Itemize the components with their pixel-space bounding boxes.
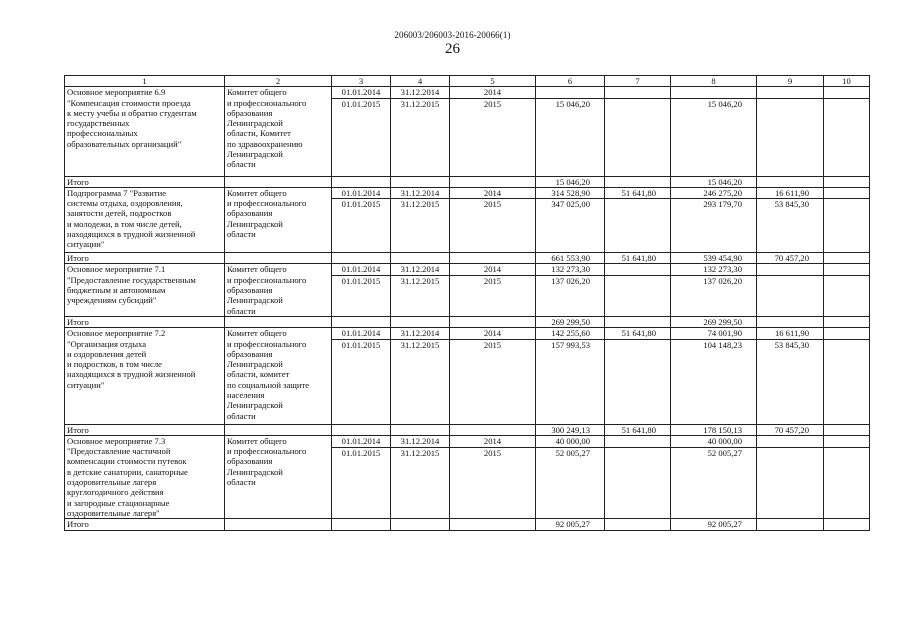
amount-cell: 142 255,60 (536, 328, 605, 339)
total-amount-cell: 51 641,80 (605, 253, 671, 264)
total-amount-cell (757, 316, 824, 327)
amount-cell (536, 87, 605, 98)
total-amount-cell (824, 424, 870, 435)
measure-description: Основное мероприятие 7.3 "Предоставление частичной компенсации стоимости путевок в детские санатории, санаторные оздоровительные лагеря круглогодичного действия и загородные стационарные оздоровительные лагеря" (65, 435, 225, 518)
empty-cell (450, 424, 536, 435)
total-amount-cell (824, 519, 870, 530)
start-date-cell: 01.01.2014 (332, 264, 391, 276)
amount-cell (757, 448, 824, 519)
amount-cell: 314 528,90 (536, 187, 605, 198)
empty-cell (332, 176, 391, 187)
empty-cell (225, 519, 332, 530)
total-amount-cell: 269 299,50 (536, 316, 605, 327)
total-amount-cell: 15 046,20 (671, 176, 757, 187)
measure-description: Основное мероприятие 7.2 "Организация отдыха и оздоровления детей и подростков, в том числе находящихся в трудной жизненной ситуации" (65, 328, 225, 424)
amount-cell (824, 199, 870, 253)
empty-cell (391, 316, 450, 327)
start-date-cell: 01.01.2014 (332, 328, 391, 339)
amount-cell: 16 611,90 (757, 328, 824, 339)
column-header: 6 (536, 76, 605, 87)
amount-cell (605, 339, 671, 424)
amount-cell (824, 328, 870, 339)
amount-cell (757, 98, 824, 176)
column-header: 10 (824, 76, 870, 87)
total-amount-cell (824, 176, 870, 187)
executor-cell: Комитет общего и профессионального образования Ленинградской области (225, 264, 332, 316)
amount-cell (757, 435, 824, 447)
amount-cell: 53 845,30 (757, 339, 824, 424)
year-cell: 2015 (450, 199, 536, 253)
amount-cell: 137 026,20 (671, 276, 757, 317)
end-date-cell: 31.12.2014 (391, 264, 450, 276)
amount-cell (605, 87, 671, 98)
total-amount-cell: 539 454,90 (671, 253, 757, 264)
budget-table (64, 75, 870, 531)
empty-cell (391, 519, 450, 530)
table-row (65, 435, 870, 447)
table-body (65, 87, 870, 530)
total-label: Итого (65, 316, 225, 327)
amount-cell: 16 611,90 (757, 187, 824, 198)
amount-cell (605, 448, 671, 519)
amount-cell (671, 87, 757, 98)
table-row (65, 328, 870, 339)
empty-cell (391, 253, 450, 264)
amount-cell: 132 273,30 (671, 264, 757, 276)
start-date-cell: 01.01.2015 (332, 98, 391, 176)
column-header: 8 (671, 76, 757, 87)
amount-cell (605, 199, 671, 253)
end-date-cell: 31.12.2014 (391, 328, 450, 339)
amount-cell: 52 005,27 (671, 448, 757, 519)
total-amount-cell (605, 519, 671, 530)
end-date-cell: 31.12.2014 (391, 187, 450, 198)
amount-cell (824, 87, 870, 98)
table-row (65, 187, 870, 198)
total-amount-cell: 269 299,50 (671, 316, 757, 327)
amount-cell (824, 264, 870, 276)
total-amount-cell: 70 457,20 (757, 253, 824, 264)
amount-cell (757, 87, 824, 98)
amount-cell (824, 187, 870, 198)
total-amount-cell: 51 641,80 (605, 424, 671, 435)
amount-cell: 53 845,30 (757, 199, 824, 253)
total-label: Итого (65, 519, 225, 530)
empty-cell (450, 253, 536, 264)
measure-description: Основное мероприятие 7.1 "Предоставление государственным бюджетным и автономным учреждениям субсидий" (65, 264, 225, 316)
amount-cell: 15 046,20 (536, 98, 605, 176)
amount-cell: 51 641,80 (605, 328, 671, 339)
total-amount-cell: 178 150,13 (671, 424, 757, 435)
executor-cell: Комитет общего и профессионального образования Ленинградской области, Комитет по здравоохранению Ленинградской области (225, 87, 332, 176)
amount-cell: 293 179,70 (671, 199, 757, 253)
page-number: 26 (445, 41, 460, 57)
amount-cell: 15 046,20 (671, 98, 757, 176)
amount-cell (824, 339, 870, 424)
start-date-cell: 01.01.2014 (332, 187, 391, 198)
empty-cell (225, 176, 332, 187)
year-cell: 2014 (450, 328, 536, 339)
year-cell: 2015 (450, 276, 536, 317)
measure-description: Основное мероприятие 6.9 "Компенсация стоимости проезда к месту учебы и обратно студентам государственных профессиональных образовательных организаций" (65, 87, 225, 176)
end-date-cell: 31.12.2015 (391, 448, 450, 519)
total-amount-cell (824, 316, 870, 327)
table-row (65, 87, 870, 98)
amount-cell (824, 276, 870, 317)
column-number-row (65, 76, 870, 87)
measure-description: Подпрограмма 7 "Развитие системы отдыха, оздоровления, занятости детей, подростков и молодежи, в том числе детей, находящихся в трудной жизненной ситуации" (65, 187, 225, 252)
amount-cell: 40 000,00 (671, 435, 757, 447)
amount-cell: 132 273,30 (536, 264, 605, 276)
end-date-cell: 31.12.2014 (391, 87, 450, 98)
total-amount-cell: 92 005,27 (671, 519, 757, 530)
amount-cell (605, 276, 671, 317)
total-amount-cell (757, 176, 824, 187)
empty-cell (225, 316, 332, 327)
empty-cell (450, 316, 536, 327)
column-header: 5 (450, 76, 536, 87)
end-date-cell: 31.12.2015 (391, 199, 450, 253)
empty-cell (332, 316, 391, 327)
amount-cell (605, 264, 671, 276)
total-row (65, 519, 870, 530)
empty-cell (450, 519, 536, 530)
amount-cell (605, 435, 671, 447)
empty-cell (332, 253, 391, 264)
table-row (65, 264, 870, 276)
empty-cell (225, 253, 332, 264)
year-cell: 2014 (450, 264, 536, 276)
year-cell: 2015 (450, 339, 536, 424)
start-date-cell: 01.01.2014 (332, 87, 391, 98)
total-amount-cell: 15 046,20 (536, 176, 605, 187)
total-row (65, 253, 870, 264)
end-date-cell: 31.12.2014 (391, 435, 450, 447)
start-date-cell: 01.01.2015 (332, 199, 391, 253)
total-amount-cell (605, 176, 671, 187)
column-header: 7 (605, 76, 671, 87)
year-cell: 2015 (450, 98, 536, 176)
total-label: Итого (65, 424, 225, 435)
total-amount-cell (824, 253, 870, 264)
amount-cell: 40 000,00 (536, 435, 605, 447)
total-amount-cell: 661 553,90 (536, 253, 605, 264)
start-date-cell: 01.01.2015 (332, 276, 391, 317)
amount-cell: 157 993,53 (536, 339, 605, 424)
amount-cell (824, 435, 870, 447)
total-label: Итого (65, 176, 225, 187)
empty-cell (450, 176, 536, 187)
amount-cell (824, 98, 870, 176)
amount-cell (824, 448, 870, 519)
amount-cell: 137 026,20 (536, 276, 605, 317)
empty-cell (391, 176, 450, 187)
total-amount-cell: 70 457,20 (757, 424, 824, 435)
total-amount-cell (757, 519, 824, 530)
total-amount-cell: 92 005,27 (536, 519, 605, 530)
year-cell: 2014 (450, 435, 536, 447)
amount-cell: 74 001,90 (671, 328, 757, 339)
total-row (65, 176, 870, 187)
start-date-cell: 01.01.2014 (332, 435, 391, 447)
total-label: Итого (65, 253, 225, 264)
amount-cell: 52 005,27 (536, 448, 605, 519)
executor-cell: Комитет общего и профессионального образования Ленинградской области (225, 435, 332, 518)
total-row (65, 424, 870, 435)
executor-cell: Комитет общего и профессионального образования Ленинградской области, комитет по социальной защите населения Ленинградской области (225, 328, 332, 424)
empty-cell (332, 519, 391, 530)
column-header: 9 (757, 76, 824, 87)
amount-cell: 51 641,80 (605, 187, 671, 198)
amount-cell: 104 148,23 (671, 339, 757, 424)
column-header: 1 (65, 76, 225, 87)
empty-cell (332, 424, 391, 435)
start-date-cell: 01.01.2015 (332, 448, 391, 519)
executor-cell: Комитет общего и профессионального образования Ленинградской области (225, 187, 332, 252)
end-date-cell: 31.12.2015 (391, 98, 450, 176)
column-header: 3 (332, 76, 391, 87)
amount-cell: 347 025,00 (536, 199, 605, 253)
year-cell: 2014 (450, 187, 536, 198)
total-row (65, 316, 870, 327)
year-cell: 2014 (450, 87, 536, 98)
empty-cell (225, 424, 332, 435)
total-amount-cell: 300 249,13 (536, 424, 605, 435)
amount-cell (757, 264, 824, 276)
document-id: 206003/206003-2016-20066(1) (394, 30, 511, 40)
amount-cell (757, 276, 824, 317)
empty-cell (391, 424, 450, 435)
end-date-cell: 31.12.2015 (391, 339, 450, 424)
end-date-cell: 31.12.2015 (391, 276, 450, 317)
year-cell: 2015 (450, 448, 536, 519)
total-amount-cell (605, 316, 671, 327)
column-header: 4 (391, 76, 450, 87)
column-header: 2 (225, 76, 332, 87)
amount-cell (605, 98, 671, 176)
amount-cell: 246 275,20 (671, 187, 757, 198)
start-date-cell: 01.01.2015 (332, 339, 391, 424)
